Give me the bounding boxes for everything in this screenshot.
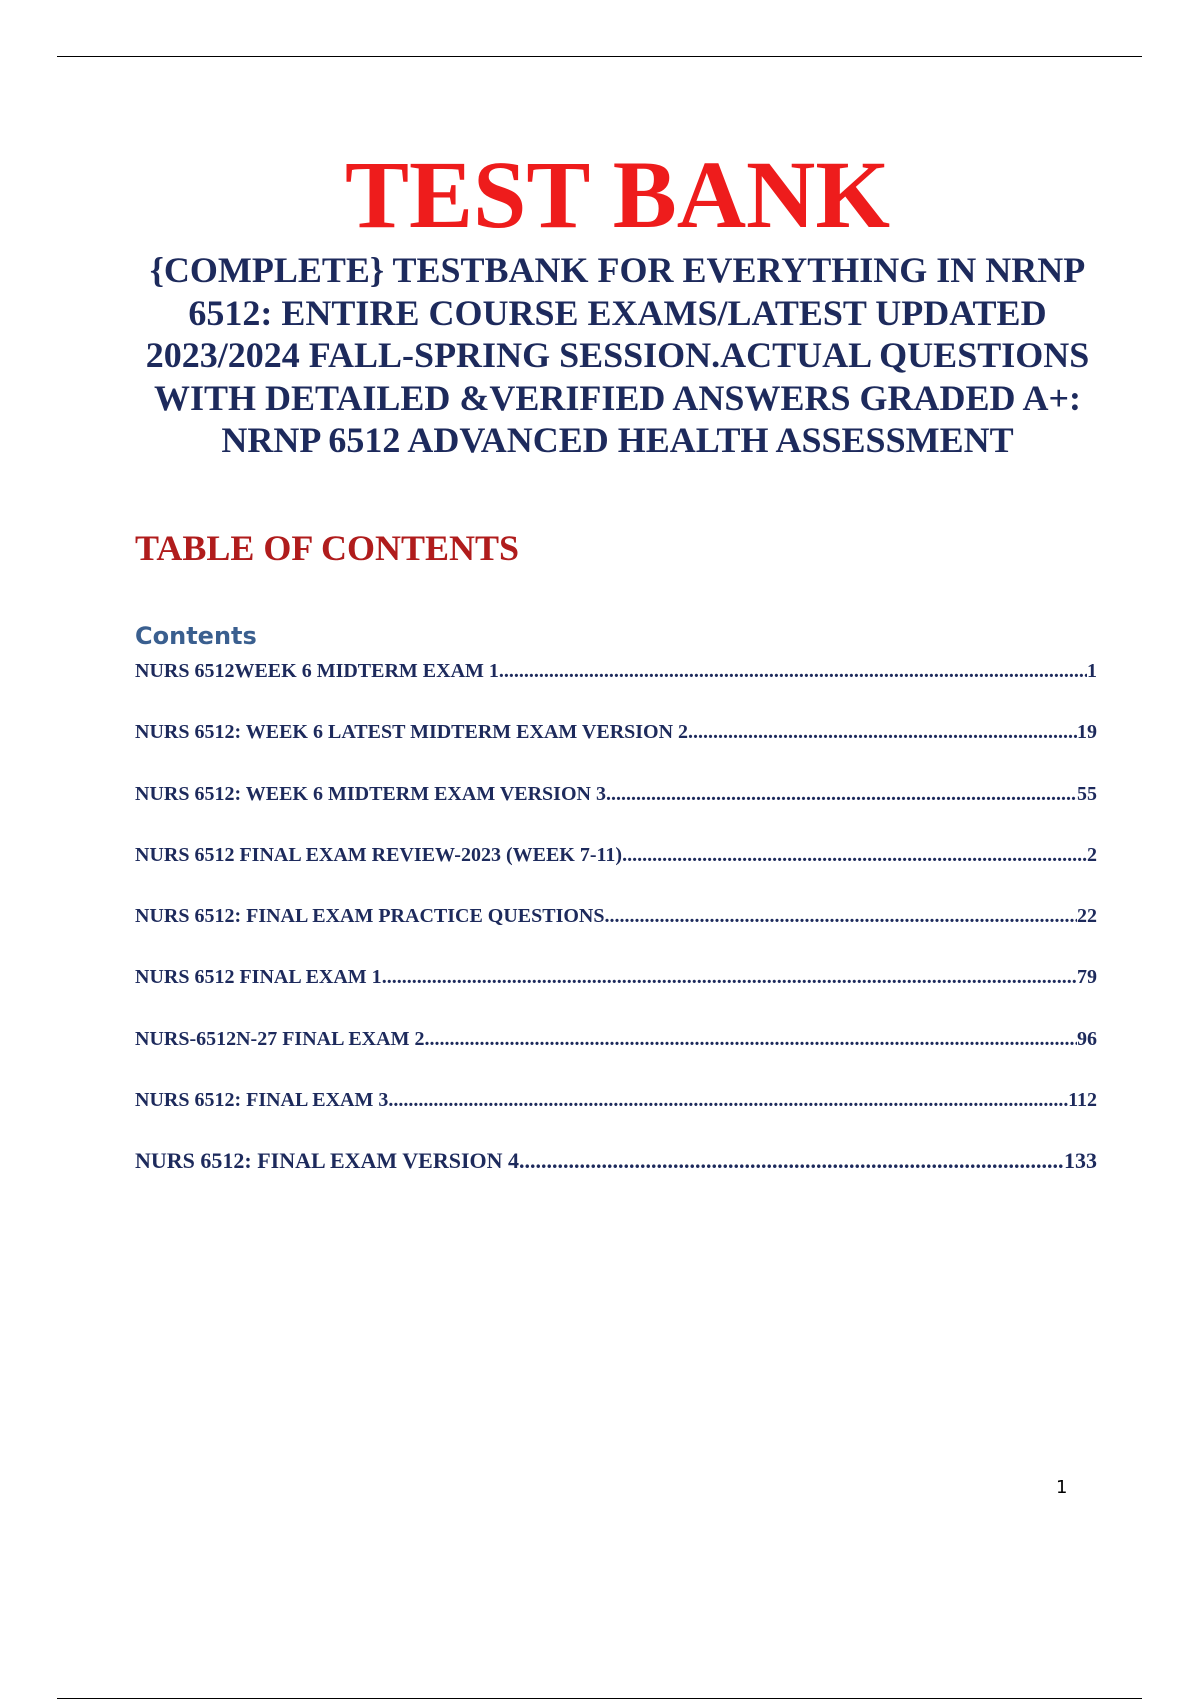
- bottom-rule: [57, 1698, 1142, 1699]
- toc-entry[interactable]: [135, 656, 1097, 717]
- toc-entry[interactable]: [135, 840, 1097, 901]
- toc-entry-title: NURS 6512: FINAL EXAM PRACTICE QUESTIONS.: [135, 905, 610, 928]
- toc-entry[interactable]: [135, 717, 1097, 778]
- toc-entry-page: 96: [1077, 1027, 1097, 1050]
- top-rule: [57, 56, 1142, 57]
- toc-dot-leader: [622, 840, 1087, 870]
- toc-list: [135, 656, 1097, 1208]
- toc-entry-title: NURS 6512 FINAL EXAM REVIEW-2023 (WEEK 7-11): [135, 843, 623, 866]
- toc-entry-title: NURS-6512N-27 FINAL EXAM 2: [135, 1027, 425, 1050]
- toc-entry-page: 22: [1077, 905, 1097, 928]
- subtitle-line: {COMPLETE} TESTBANK FOR EVERYTHING IN NRNP: [149, 250, 1086, 290]
- toc-entry[interactable]: [135, 1085, 1097, 1146]
- toc-entry-page: 2: [1087, 843, 1097, 866]
- subtitle-line: 2023/2024 FALL-SPRING SESSION.ACTUAL QUESTIONS: [145, 335, 1090, 375]
- toc-entry-title: NURS 6512 FINAL EXAM 1: [135, 966, 382, 989]
- page-number: 1: [1056, 1477, 1068, 1498]
- toc-entry-page: 1: [1087, 660, 1097, 682]
- contents-label: Contents: [135, 622, 257, 650]
- toc-entry-title: NURS 6512: FINAL EXAM 3: [135, 1089, 389, 1112]
- toc-entry-page: 19: [1077, 721, 1097, 744]
- toc-entry[interactable]: [135, 779, 1097, 840]
- toc-entry-page: 55: [1077, 782, 1097, 805]
- toc-entry-title: NURS 6512: FINAL EXAM VERSION 4: [135, 1148, 520, 1174]
- toc-entry[interactable]: [135, 1024, 1097, 1085]
- toc-entry[interactable]: [135, 962, 1097, 1023]
- subtitle-line: 6512: ENTIRE COURSE EXAMS/LATEST UPDATED: [188, 292, 1047, 333]
- document-title: TEST BANK: [344, 141, 891, 248]
- toc-dot-leader: [382, 962, 1077, 992]
- toc-dot-leader: [519, 1146, 1064, 1176]
- toc-entry-title: NURS 6512WEEK 6 MIDTERM EXAM 1: [135, 660, 499, 682]
- subtitle-line: WITH DETAILED &VERIFIED ANSWERS GRADED A+:: [154, 377, 1081, 418]
- document-subtitle: [100, 249, 1135, 462]
- toc-entry[interactable]: [135, 901, 1097, 962]
- toc-entry-title: NURS 6512: WEEK 6 MIDTERM EXAM VERSION 3: [135, 782, 606, 805]
- toc-dot-leader: [499, 656, 1087, 686]
- toc-entry-page: 79: [1077, 966, 1097, 989]
- toc-dot-leader: [388, 1085, 1068, 1115]
- subtitle-line: NRNP 6512 ADVANCED HEALTH ASSESSMENT: [221, 420, 1014, 460]
- toc-dot-leader: [688, 717, 1077, 747]
- toc-dot-leader: [606, 779, 1077, 809]
- toc-dot-leader: [424, 1024, 1077, 1054]
- toc-entry-title: NURS 6512: WEEK 6 LATEST MIDTERM EXAM VERSION 2: [135, 721, 689, 744]
- toc-dot-leader: [610, 901, 1077, 931]
- toc-entry[interactable]: [135, 1146, 1097, 1207]
- toc-heading: TABLE OF CONTENTS: [135, 528, 520, 568]
- toc-entry-page: 133: [1064, 1148, 1097, 1174]
- toc-entry-page: 112: [1068, 1089, 1097, 1112]
